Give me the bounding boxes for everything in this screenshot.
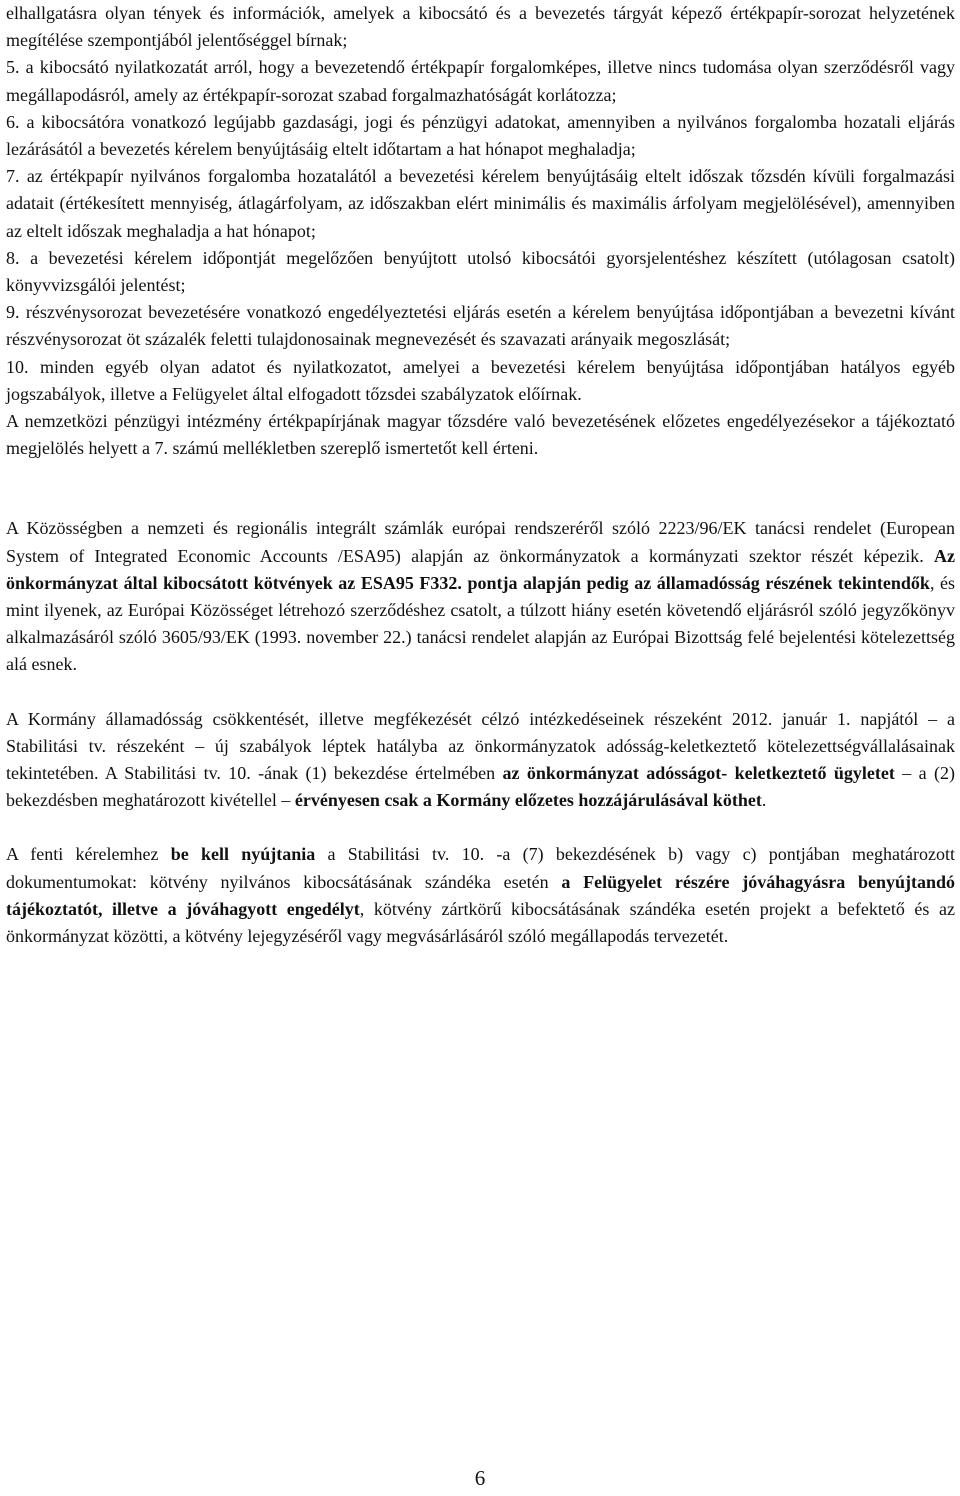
esa-paragraph	[6, 515, 955, 678]
government-text-3: .	[761, 790, 767, 811]
list-item: 8. a bevezetési kérelem időpontját megelőzően benyújtott utolsó kibocsátói gyorsjelentéshez készített (utólagosan csatolt) könyvvizsgálói jelentést;	[6, 247, 955, 296]
request-text-2: a Stabilitási tv. 10. -a (7) bekezdésének b) vagy c) pontjában meghatározott dokumentumokat: kötvény nyilvános kibocsátásának szándéka esetén	[6, 844, 956, 892]
esa-text-2: , és mint ilyenek, az Európai Közösséget létrehozó szerződéshez csatolt, a túlzott hiány esetén követendő eljárásról szóló jegyzőkönyv alkalmazásáról szóló 3605/93/EK (1993. november 22.) tanácsi rendelet alapján az Európai Bizottság felé bejelentési kötelezettség alá esnek.	[6, 572, 955, 675]
list-item: 7. az értékpapír nyilvános forgalomba hozatalától a bevezetési kérelem benyújtásáig eltelt időszak tőzsdén kívüli forgalmazási adatait (értékesített mennyiség, átlagárfolyam, az időszakban elért minimális és maximális árfolyam megjelölésével), amennyiben az eltelt időszak meghaladja a hat hónapot;	[6, 166, 955, 241]
list-item: 9. részvénysorozat bevezetésére vonatkozó engedélyeztetési eljárás esetén a kérelem benyújtása időpontjában a bevezetni kívánt részvénysorozat öt százalék feletti tulajdonosainak megnevezését és szavazati arányaik megoszlását;	[6, 302, 955, 350]
request-paragraph	[6, 841, 955, 950]
requirements-list	[6, 0, 955, 408]
list-item: elhallgatásra olyan tények és információk, amelyek a kibocsátó és a bevezetés tárgyát képező értékpapír-sorozat helyzetének megítélése szempontjából jelentőséggel bírnak;	[6, 3, 955, 51]
request-bold-1: be kell nyújtania	[170, 844, 316, 865]
request-bold-2: a Felügyelet részére jóváhagyásra benyújtandó tájékoztatót, illetve a jóváhagyott engedélyt	[6, 871, 955, 919]
government-bold-2: érvényesen csak a Kormány előzetes hozzájárulásával köthet	[294, 790, 762, 811]
list-item: 5. a kibocsátó nyilatkozatát arról, hogy a bevezetendő értékpapír forgalomképes, illetve nincs tudomása olyan szerződésről vagy megállapodásról, amely az értékpapír-sorozat szabad forgalmazhatóságát korlátozza;	[6, 57, 955, 105]
government-bold-1: az önkormányzat adósságot- keletkeztető ügyletet	[502, 763, 895, 784]
request-text-3: , kötvény zártkörű kibocsátásának szándéka esetén projekt a befektető és az önkormányzat közötti, a kötvény lejegyzéséről vagy megvásárlásáról szóló megállapodás tervezetét.	[6, 898, 955, 947]
request-text-1: A fenti kérelemhez	[6, 844, 171, 865]
government-paragraph	[6, 706, 955, 815]
esa-bold-1: Az önkormányzat által kibocsátott kötvények az ESA95 F332. pontja alapján pedig az államadósság részének tekintendők	[6, 545, 955, 593]
government-text-1: A Kormány államadósság csökkentését, illetve megfékezését célzó intézkedéseinek részeként 2012. január 1. napjától – a Stabilitási tv. részeként – új szabályok léptek hatályba az önkormányzatok adósság-keletkeztető kötelezettségvállalásainak tekintetében. A Stabilitási tv. 10. -ának (1) bekezdése értelmében	[6, 708, 955, 784]
page-number: 6	[474, 1466, 486, 1490]
list-item: 10. minden egyéb olyan adatot és nyilatkozatot, amelyei a bevezetési kérelem benyújtása időpontjában hatályos egyéb jogszabályok, illetve a Felügyelet által elfogadott tőzsdei szabályzatok előírnak.	[6, 356, 955, 404]
esa-text-1: A Közösségben a nemzeti és regionális integrált számlák európai rendszeréről szóló 2223/96/EK tanácsi rendelet (European System of Integrated Economic Accounts /ESA95) alapján az önkormányzatok a kormányzati szektor részét képezik.	[6, 518, 955, 566]
list-item: 6. a kibocsátóra vonatkozó legújabb gazdasági, jogi és pénzügyi adatokat, amennyiben a nyilvános forgalomba hozatali eljárás lezárásától a bevezetés kérelem benyújtásáig eltelt időtartam a hat hónapot meghaladja;	[6, 111, 955, 160]
note-paragraph: A nemzetközi pénzügyi intézmény értékpapírjának magyar tőzsdére való bevezetésének előzetes engedélyezésekor a tájékoztató megjelölés helyett a 7. számú mellékletben szereplő ismertetőt kell érteni.	[6, 411, 955, 459]
government-text-2: – a (2) bekezdésben meghatározott kivétellel –	[6, 763, 955, 811]
